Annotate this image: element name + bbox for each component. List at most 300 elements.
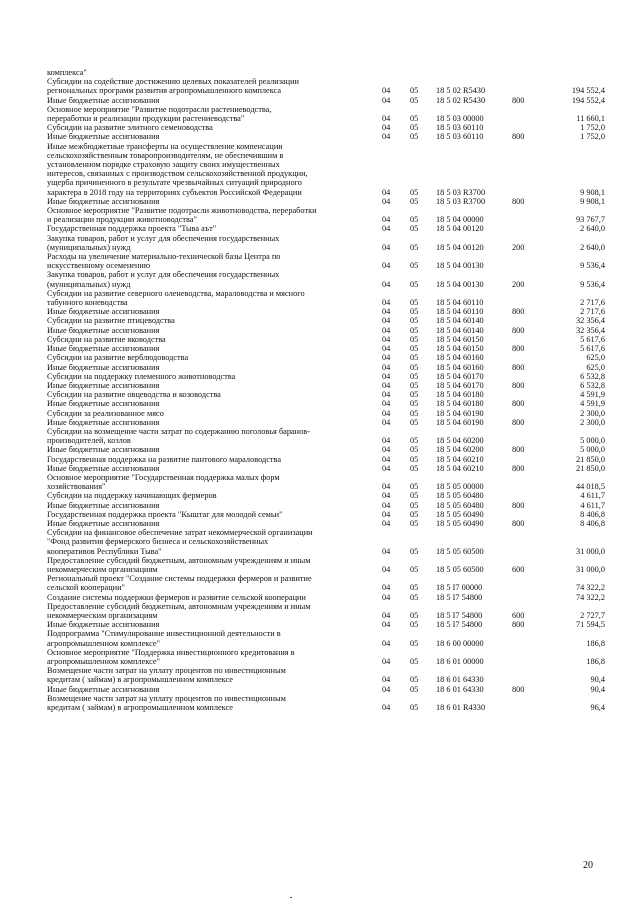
subsection-code: 05	[410, 261, 419, 271]
row-name: Основное мероприятие "Поддержка инвестиционного кредитования в агропромышленном комплексе"	[47, 647, 295, 666]
subsection-code: 05	[410, 399, 419, 409]
amount: 2 640,0	[580, 242, 605, 252]
target-article-code: 18 5 04 60110	[436, 307, 484, 317]
row-name: Иные бюджетные ассигнования	[47, 417, 160, 427]
target-article-code: 18 6 01 R4330	[436, 703, 486, 713]
section-code: 04	[382, 114, 391, 124]
amount: 32 356,4	[575, 325, 605, 335]
expense-type-code: 600	[512, 564, 525, 574]
target-article-code: 18 6 01 64330	[436, 684, 484, 694]
target-article-code: 18 5 05 60500	[436, 564, 484, 574]
section-code: 04	[382, 703, 391, 713]
subsection-code: 05	[410, 371, 419, 381]
row-name: Основное мероприятие "Развитие подотрасли животноводства, переработки и реализации продукции животноводства"	[47, 206, 317, 225]
table-row	[47, 666, 607, 684]
table-row	[47, 556, 607, 574]
subsection-code: 05	[410, 500, 419, 510]
row-name: комплекса"	[47, 68, 87, 77]
section-code: 04	[382, 95, 391, 105]
amount: 5 617,6	[580, 334, 605, 344]
table-row	[47, 316, 607, 325]
table-row	[47, 528, 607, 556]
amount: 4 611,7	[580, 500, 605, 510]
amount: 71 594,5	[575, 620, 605, 630]
expense-type-code: 800	[512, 307, 525, 317]
table-row	[47, 234, 607, 252]
subsection-code: 05	[410, 703, 419, 713]
section-code: 04	[382, 436, 391, 446]
section-code: 04	[382, 445, 391, 455]
subsection-code: 05	[410, 114, 419, 124]
subsection-code: 05	[410, 445, 419, 455]
target-article-code: 18 5 05 60480	[436, 500, 484, 510]
section-code: 04	[382, 500, 391, 510]
table-row	[47, 427, 607, 445]
section-code: 04	[382, 399, 391, 409]
table-row	[47, 123, 607, 132]
row-name: Субсидии за реализованное мясо	[47, 408, 164, 418]
expense-type-code: 800	[512, 325, 525, 335]
row-name: Иные бюджетные ассигнования	[47, 132, 160, 142]
section-code: 04	[382, 684, 391, 694]
row-name: Иные межбюджетные трансферты на осуществление компенсации сельскохозяйственным товаропроизводителям, не обеспечившим в установленном порядке страховую защиту своих имущественных интересов, связанных с производством сельскохозяйственной продукции, ущерба причиненного в результате чрезвычайных ситуаций природного характера в 2018 году на территориях субъектов Российской Федерации	[47, 141, 308, 197]
subsection-code: 05	[410, 463, 419, 473]
amount: 8 406,8	[580, 518, 605, 528]
table-row	[47, 685, 607, 694]
amount: 44 018,5	[575, 482, 605, 492]
row-name: Иные бюджетные ассигнования	[47, 307, 160, 317]
target-article-code: 18 5 05 60490	[436, 509, 484, 519]
row-name: Закупка товаров, работ и услуг для обеспечения государственных (муниципальных) нужд	[47, 233, 280, 252]
row-name: Иные бюджетные ассигнования	[47, 380, 160, 390]
section-code: 04	[382, 592, 391, 602]
table-row	[47, 197, 607, 206]
target-article-code: 18 5 I7 54800	[436, 610, 483, 620]
amount: 194 552,4	[571, 86, 605, 96]
amount: 96,4	[590, 703, 605, 713]
row-name: Государственная поддержка проекта "Тыва аът"	[47, 224, 217, 234]
table-row	[47, 289, 607, 307]
subsection-code: 05	[410, 436, 419, 446]
target-article-code: 18 5 04 60210	[436, 454, 484, 464]
table-row	[47, 409, 607, 418]
amount: 1 752,0	[580, 132, 605, 142]
expense-type-code: 800	[512, 463, 525, 473]
table-row	[47, 418, 607, 427]
expense-type-code: 200	[512, 242, 525, 252]
subsection-code: 05	[410, 454, 419, 464]
target-article-code: 18 5 04 00120	[436, 242, 484, 252]
subsection-code: 05	[410, 657, 419, 666]
target-article-code: 18 5 03 R3700	[436, 196, 486, 206]
amount: 186,8	[586, 638, 605, 648]
section-code: 04	[382, 371, 391, 381]
subsection-code: 05	[410, 86, 419, 96]
row-name: Иные бюджетные ассигнования	[47, 500, 160, 510]
target-article-code: 18 5 03 R3700	[436, 187, 486, 197]
target-article-code: 18 5 04 00130	[436, 279, 484, 289]
target-article-code: 18 5 04 60180	[436, 399, 484, 409]
row-name: Субсидии на содействие достижению целевых показателей реализации региональных программ развития агропромышленного комплекса	[47, 77, 300, 96]
amount: 625,0	[586, 362, 605, 372]
target-article-code: 18 5 04 60180	[436, 390, 484, 400]
subsection-code: 05	[410, 123, 419, 133]
section-code: 04	[382, 491, 391, 501]
table-row	[47, 335, 607, 344]
section-code: 04	[382, 408, 391, 418]
section-code: 04	[382, 123, 391, 133]
row-name: Субсидии на развитие верблюдоводства	[47, 353, 189, 363]
section-code: 04	[382, 463, 391, 473]
section-code: 04	[382, 620, 391, 630]
section-code: 04	[382, 215, 391, 225]
target-article-code: 18 5 05 00000	[436, 482, 484, 492]
row-name: Субсидии на развитие птицеводства	[47, 316, 175, 326]
target-article-code: 18 5 04 60170	[436, 371, 484, 381]
subsection-code: 05	[410, 316, 419, 326]
section-code: 04	[382, 196, 391, 206]
table-row	[47, 252, 607, 270]
target-article-code: 18 5 04 60190	[436, 408, 484, 418]
section-code: 04	[382, 86, 391, 96]
amount: 8 406,8	[580, 509, 605, 519]
subsection-code: 05	[410, 279, 419, 289]
row-name: Иные бюджетные ассигнования	[47, 445, 160, 455]
scan-dot	[290, 897, 292, 898]
table-row	[47, 629, 607, 647]
subsection-code: 05	[410, 95, 419, 105]
row-name: Иные бюджетные ассигнования	[47, 344, 160, 354]
expense-type-code: 800	[512, 95, 525, 105]
subsection-code: 05	[410, 307, 419, 317]
subsection-code: 05	[410, 675, 419, 685]
subsection-code: 05	[410, 362, 419, 372]
target-article-code: 18 5 04 60210	[436, 463, 484, 473]
target-article-code: 18 5 03 00000	[436, 114, 484, 124]
section-code: 04	[382, 224, 391, 234]
row-name: Субсидии на развитие яководства	[47, 334, 166, 344]
subsection-code: 05	[410, 509, 419, 519]
target-article-code: 18 5 04 00130	[436, 261, 484, 271]
subsection-code: 05	[410, 620, 419, 630]
target-article-code: 18 5 05 60500	[436, 546, 484, 556]
amount: 4 611,7	[580, 491, 605, 501]
row-name: Иные бюджетные ассигнования	[47, 95, 160, 105]
table-row	[47, 105, 607, 123]
row-name: Государственная поддержка на развитие пантового мараловодства	[47, 454, 282, 464]
expense-type-code: 600	[512, 610, 525, 620]
section-code: 04	[382, 307, 391, 317]
section-code: 04	[382, 390, 391, 400]
subsection-code: 05	[410, 546, 419, 556]
table-row	[47, 270, 607, 288]
expense-type-code: 800	[512, 132, 525, 142]
row-name: Иные бюджетные ассигнования	[47, 620, 160, 630]
row-name: Субсидии на поддержку племенного животноводства	[47, 371, 236, 381]
expense-type-code: 800	[512, 380, 525, 390]
row-name: Закупка товаров, работ и услуг для обеспечения государственных (муниципальных) нужд	[47, 270, 280, 289]
table-row	[47, 620, 607, 629]
table-row	[47, 326, 607, 335]
table-row	[47, 501, 607, 510]
section-code: 04	[382, 417, 391, 427]
subsection-code: 05	[410, 353, 419, 363]
amount: 6 532,8	[580, 371, 605, 381]
section-code: 04	[382, 546, 391, 556]
section-code: 04	[382, 583, 391, 593]
table-row	[47, 648, 607, 666]
table-row	[47, 68, 607, 77]
table-row	[47, 363, 607, 372]
amount: 9 536,4	[580, 279, 605, 289]
section-code: 04	[382, 657, 391, 666]
section-code: 04	[382, 353, 391, 363]
amount: 5 000,0	[580, 436, 605, 446]
row-name: Иные бюджетные ассигнования	[47, 362, 160, 372]
amount: 9 908,1	[580, 196, 605, 206]
row-name: Региональный проект "Создание системы поддержки фермеров и развитие сельской кооперации"	[47, 574, 312, 593]
page-number: 20	[583, 860, 593, 871]
table-row	[47, 372, 607, 381]
expense-type-code: 800	[512, 417, 525, 427]
target-article-code: 18 5 04 60160	[436, 353, 484, 363]
amount: 4 591,9	[580, 399, 605, 409]
amount: 2 717,6	[580, 298, 605, 308]
row-name: Основное мероприятие "Государственная поддержка малых форм хозяйствования"	[47, 472, 280, 492]
amount: 2 640,0	[580, 224, 605, 234]
target-article-code: 18 5 02 R5430	[436, 95, 486, 105]
subsection-code: 05	[410, 242, 419, 252]
target-article-code: 18 6 01 64330	[436, 675, 484, 685]
section-code: 04	[382, 509, 391, 519]
target-article-code: 18 5 04 60170	[436, 380, 484, 390]
subsection-code: 05	[410, 408, 419, 418]
subsection-code: 05	[410, 334, 419, 344]
table-row	[47, 381, 607, 390]
expense-type-code: 800	[512, 620, 525, 630]
expense-type-code: 800	[512, 399, 525, 409]
amount: 5 000,0	[580, 445, 605, 455]
budget-table	[47, 68, 607, 712]
target-article-code: 18 5 05 60490	[436, 518, 484, 528]
amount: 11 660,1	[576, 114, 605, 124]
target-article-code: 18 5 I7 54800	[436, 620, 483, 630]
subsection-code: 05	[410, 638, 419, 648]
table-row	[47, 142, 607, 197]
section-code: 04	[382, 518, 391, 528]
table-row	[47, 455, 607, 464]
section-code: 04	[382, 316, 391, 326]
row-name: Иные бюджетные ассигнования	[47, 196, 160, 206]
row-name: Возмещение части затрат на уплату процентов по инвестиционным кредитам ( займам) в агропромышленном комплексе	[47, 666, 286, 685]
table-row	[47, 344, 607, 353]
subsection-code: 05	[410, 187, 419, 197]
section-code: 04	[382, 344, 391, 354]
table-row	[47, 224, 607, 233]
row-name: Государственная поддержка проекта "Кыштаг для молодой семьи"	[47, 509, 283, 519]
expense-type-code: 800	[512, 196, 525, 206]
subsection-code: 05	[410, 482, 419, 492]
amount: 74 322,2	[575, 583, 605, 593]
amount: 625,0	[586, 353, 605, 363]
subsection-code: 05	[410, 417, 419, 427]
amount: 2 300,0	[580, 417, 605, 427]
target-article-code: 18 5 I7 00000	[436, 583, 483, 593]
amount: 5 617,6	[580, 344, 605, 354]
target-article-code: 18 5 04 60150	[436, 344, 484, 354]
row-name: Субсидии на поддержку начинающих фермеров	[47, 491, 217, 501]
section-code: 04	[382, 334, 391, 344]
section-code: 04	[382, 564, 391, 574]
subsection-code: 05	[410, 491, 419, 501]
subsection-code: 05	[410, 224, 419, 234]
row-name: Субсидии на развитие овцеводства и козоводства	[47, 390, 221, 400]
amount: 186,8	[586, 657, 605, 666]
amount: 21 850,0	[575, 454, 605, 464]
amount: 2 717,6	[580, 307, 605, 317]
table-row	[47, 464, 607, 473]
target-article-code: 18 5 04 60140	[436, 316, 484, 326]
amount: 2 727,7	[580, 610, 605, 620]
expense-type-code: 200	[512, 279, 525, 289]
row-name: Субсидии на финансовое обеспечение затрат некоммерческой организации "Фонд развития фермерского бизнеса и сельскохозяйственных кооперативов Республики Тыва"	[47, 528, 313, 556]
target-article-code: 18 5 04 60160	[436, 362, 484, 372]
target-article-code: 18 5 02 R5430	[436, 86, 486, 96]
table-row	[47, 491, 607, 500]
amount: 90,4	[590, 675, 605, 685]
subsection-code: 05	[410, 518, 419, 528]
row-name: Иные бюджетные ассигнования	[47, 518, 160, 528]
table-row	[47, 574, 607, 592]
table-row	[47, 353, 607, 362]
amount: 4 591,9	[580, 390, 605, 400]
subsection-code: 05	[410, 215, 419, 225]
section-code: 04	[382, 187, 391, 197]
amount: 74 322,2	[575, 592, 605, 602]
row-name: Субсидии на развитие северного оленеводства, мараловодства и мясного табунного коневодства	[47, 288, 305, 308]
table-row	[47, 694, 607, 712]
section-code: 04	[382, 261, 391, 271]
amount: 31 000,0	[575, 546, 605, 556]
section-code: 04	[382, 675, 391, 685]
expense-type-code: 800	[512, 344, 525, 354]
subsection-code: 05	[410, 298, 419, 308]
expense-type-code: 800	[512, 362, 525, 372]
target-article-code: 18 5 04 00000	[436, 215, 484, 225]
table-row	[47, 473, 607, 491]
subsection-code: 05	[410, 390, 419, 400]
table-row	[47, 519, 607, 528]
target-article-code: 18 5 05 60480	[436, 491, 484, 501]
section-code: 04	[382, 298, 391, 308]
section-code: 04	[382, 482, 391, 492]
row-name: Подпрограмма "Стимулирование инвестиционной деятельности в агропромышленном комплексе"	[47, 629, 281, 648]
row-name: Возмещение части затрат на уплату процентов по инвестиционным кредитам ( займам) в агропромышленном комплексе	[47, 693, 286, 713]
table-row	[47, 399, 607, 408]
subsection-code: 05	[410, 344, 419, 354]
amount: 9 908,1	[580, 187, 605, 197]
row-name: Предоставление субсидий бюджетным, автономным учреждениям и иным некоммерческим организациям	[47, 601, 311, 620]
subsection-code: 05	[410, 592, 419, 602]
target-article-code: 18 6 00 00000	[436, 638, 484, 648]
amount: 1 752,0	[580, 123, 605, 133]
expense-type-code: 800	[512, 518, 525, 528]
target-article-code: 18 5 04 60200	[436, 445, 484, 455]
amount: 90,4	[590, 684, 605, 694]
row-name: Расходы на увеличение материально-технической базы Центра по искусственному осеменению	[47, 252, 281, 271]
table-row	[47, 593, 607, 602]
subsection-code: 05	[410, 132, 419, 142]
section-code: 04	[382, 454, 391, 464]
table-row	[47, 96, 607, 105]
row-name: Иные бюджетные ассигнования	[47, 325, 160, 335]
target-article-code: 18 5 04 60110	[436, 298, 484, 308]
subsection-code: 05	[410, 610, 419, 620]
section-code: 04	[382, 362, 391, 372]
target-article-code: 18 5 04 60190	[436, 417, 484, 427]
section-code: 04	[382, 638, 391, 648]
row-name: Иные бюджетные ассигнования	[47, 399, 160, 409]
subsection-code: 05	[410, 196, 419, 206]
subsection-code: 05	[410, 325, 419, 335]
table-row	[47, 132, 607, 141]
target-article-code: 18 5 I7 54800	[436, 592, 483, 602]
table-row	[47, 206, 607, 224]
amount: 9 536,4	[580, 261, 605, 271]
row-name: Иные бюджетные ассигнования	[47, 684, 160, 694]
row-name: Субсидии на развитие элитного семеноводства	[47, 123, 213, 133]
table-row	[47, 77, 607, 95]
target-article-code: 18 5 03 60110	[436, 123, 484, 133]
table-row	[47, 307, 607, 316]
table-row	[47, 510, 607, 519]
amount: 93 767,7	[575, 215, 605, 225]
row-name: Основное мероприятие "Развитие подотрасли растениеводства, переработки и реализации продукции растениеводства"	[47, 104, 272, 124]
amount: 31 000,0	[575, 564, 605, 574]
section-code: 04	[382, 325, 391, 335]
section-code: 04	[382, 279, 391, 289]
section-code: 04	[382, 242, 391, 252]
row-name: Создание системы поддержки фермеров и развитие сельской кооперации	[47, 592, 306, 602]
expense-type-code: 800	[512, 500, 525, 510]
table-row	[47, 602, 607, 620]
amount: 21 850,0	[575, 463, 605, 473]
target-article-code: 18 5 04 60150	[436, 334, 484, 344]
row-name: Предоставление субсидий бюджетным, автономным учреждениям и иным некоммерческим организациям	[47, 555, 311, 574]
section-code: 04	[382, 132, 391, 142]
target-article-code: 18 6 01 00000	[436, 657, 484, 666]
amount: 6 532,8	[580, 380, 605, 390]
table-row	[47, 445, 607, 454]
subsection-code: 05	[410, 684, 419, 694]
target-article-code: 18 5 04 60200	[436, 436, 484, 446]
target-article-code: 18 5 03 60110	[436, 132, 484, 142]
expense-type-code: 800	[512, 684, 525, 694]
target-article-code: 18 5 04 00120	[436, 224, 484, 234]
target-article-code: 18 5 04 60140	[436, 325, 484, 335]
expense-type-code: 800	[512, 445, 525, 455]
subsection-code: 05	[410, 583, 419, 593]
amount: 194 552,4	[571, 95, 605, 105]
section-code: 04	[382, 380, 391, 390]
subsection-code: 05	[410, 380, 419, 390]
amount: 2 300,0	[580, 408, 605, 418]
row-name: Иные бюджетные ассигнования	[47, 463, 160, 473]
table-row	[47, 390, 607, 399]
section-code: 04	[382, 610, 391, 620]
amount: 32 356,4	[575, 316, 605, 326]
row-name: Субсидии на возмещение части затрат по содержанию поголовья баранов- производителей, козлов	[47, 426, 310, 446]
